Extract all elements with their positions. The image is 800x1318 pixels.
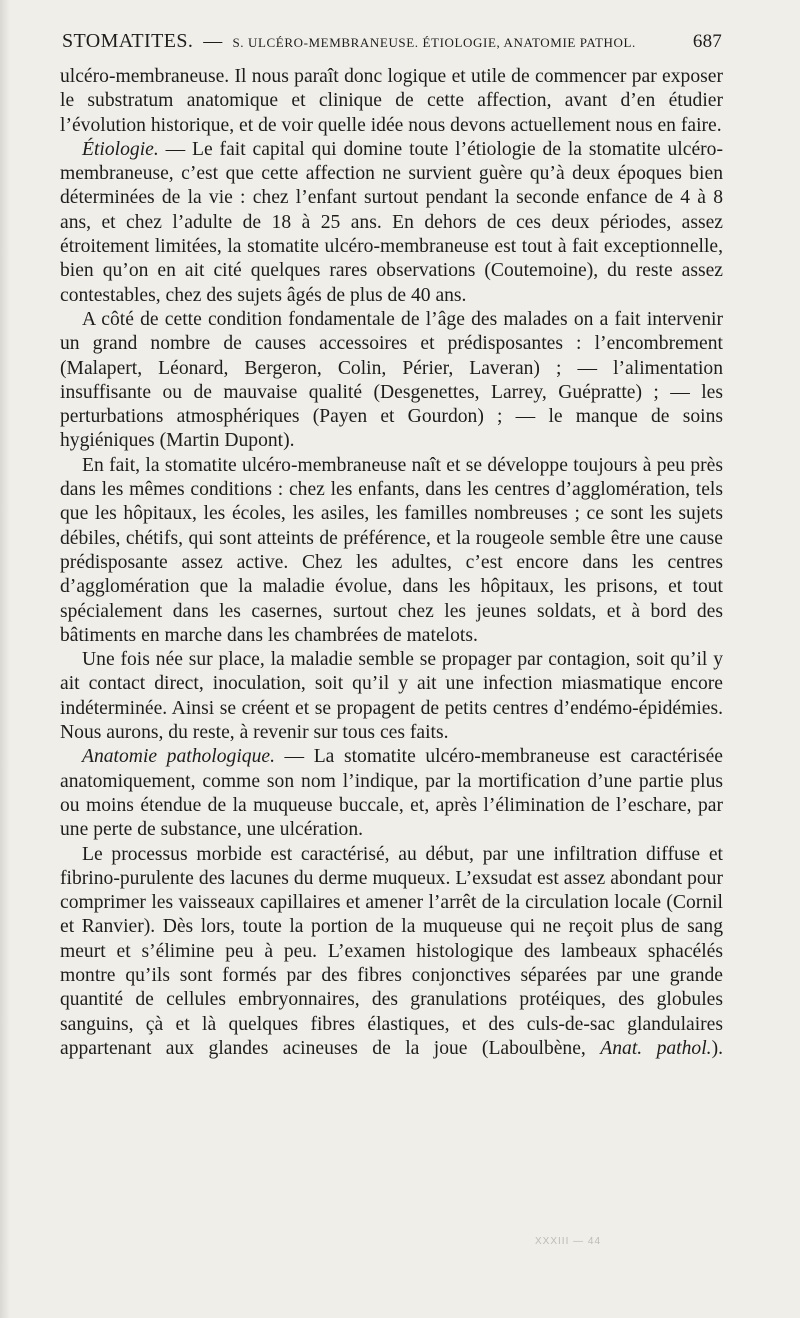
paragraph-processus bbox=[60, 843, 723, 1062]
paragraph-causes: A côté de cette condition fondamentale de l’âge des malades on a fait intervenir un grand nombre de causes accessoires et prédisposantes : l’encombrement (Malapert, Léonard, Bergeron, Colin, Périer, Laveran) ; — l’alimentation insuffisante ou de mauvaise qualité (Desgenettes, Larrey, Guépratte) ; — les perturbations atmosphériques (Payen et Gourdon) ; — le manque de soins hygiéniques (Martin Dupont). bbox=[60, 308, 723, 452]
paragraph-continuation: ulcéro-membraneuse. Il nous paraît donc logique et utile de commencer par exposer le substratum anatomique et clinique de cette affection, avant d’en étudier l’évolution historique, et de voir quelle idée nous devons actuellement nous en faire. bbox=[60, 66, 723, 136]
section-heading-etiologie: Étiologie. bbox=[82, 138, 159, 160]
citation-close: ). bbox=[711, 1037, 724, 1059]
page-shadow-edge bbox=[0, 0, 10, 1318]
header-subtitle: S. ULCÉRO-MEMBRANEUSE. ÉTIOLOGIE, ANATOMIE PATHOL. bbox=[232, 35, 636, 50]
header-dash: — bbox=[203, 31, 223, 52]
paragraph-anatomie bbox=[60, 745, 723, 842]
paragraph-etiologie bbox=[60, 138, 723, 308]
citation-anat-pathol: Anat. pathol. bbox=[600, 1037, 712, 1059]
paragraph-processus-text: Le processus morbide est caractérisé, au début, par une infiltration diffuse et fibrino-purulente des lacunes du derme muqueux. L’exsudat est assez abondant pour comprimer les vaisseaux capillaires et amener l’arrêt de la circulation locale (Cornil et Ranvier). Dès lors, toute la portion de la muqueuse qui ne reçoit plus de sang meurt et s’élimine peu à peu. L’examen histologique des lambeaux sphacélés montre qu’ils sont formés par des fibres conjonctives séparées par une grande quantité de cellules embryonnaires, des granulations protéiques, des globules sanguins, çà et là quelques fibres élastiques, et des culs-de-sac glandulaires appartenant aux glandes acineuses de la joue (Laboulbène, bbox=[60, 843, 723, 1059]
body-text bbox=[60, 65, 723, 1061]
page-number: 687 bbox=[692, 31, 722, 52]
paragraph-anatomie-text: — La stomatite ulcéro-membraneuse est caractérisée anatomiquement, comme son nom l’indique, par la mortification d’une partie plus ou moins étendue de la muqueuse buccale, et, après l’élimination de l’eschare, par une perte de substance, une ulcération. bbox=[60, 746, 723, 841]
paragraph-etiologie-text: — Le fait capital qui domine toute l’étiologie de la stomatite ulcéro-membraneuse, c’est que cette affection ne survient guère qu’à deux époques bien déterminées de la vie : chez l’enfant surtout pendant la seconde enfance de 4 à 8 ans, et chez l’adulte de 18 à 25 ans. En dehors de ces deux périodes, assez étroitement limitées, la stomatite ulcéro-membraneuse est tout à fait exceptionnelle, bien qu’on en ait cité quelques rares observations (Coutemoine), du reste assez contestables, chez des sujets âgés de plus de 40 ans. bbox=[60, 138, 723, 306]
header-title: STOMATITES. bbox=[62, 30, 194, 52]
section-heading-anatomie: Anatomie pathologique. bbox=[82, 746, 275, 768]
running-header bbox=[62, 30, 722, 53]
paragraph-contagion: Une fois née sur place, la maladie semble se propager par contagion, soit qu’il y ait contact direct, inoculation, soit qu’il y ait une infection miasmatique encore indéterminée. Ainsi se créent et se propagent de petits centres d’endémo-épidémies. Nous aurons, du reste, à revenir sur tous ces faits. bbox=[60, 649, 723, 744]
paragraph-conditions: En fait, la stomatite ulcéro-membraneuse naît et se développe toujours à peu près dans les mêmes conditions : chez les enfants, dans les centres d’agglomération, tels que les hôpitaux, les écoles, les asiles, les familles nombreuses ; ce sont les sujets débiles, chétifs, qui sont atteints de préférence, et la rougeole semble être une cause prédisposante assez active. Chez les adultes, c’est encore dans les centres d’agglomération que la maladie évolue, dans les hôpitaux, les prisons, et tout spécialement dans les casernes, surtout chez les jeunes soldats, et à bord des bâtiments en marche dans les chambrées de matelots. bbox=[60, 454, 723, 646]
signature-mark: XXXIII — 44 bbox=[535, 1236, 602, 1247]
